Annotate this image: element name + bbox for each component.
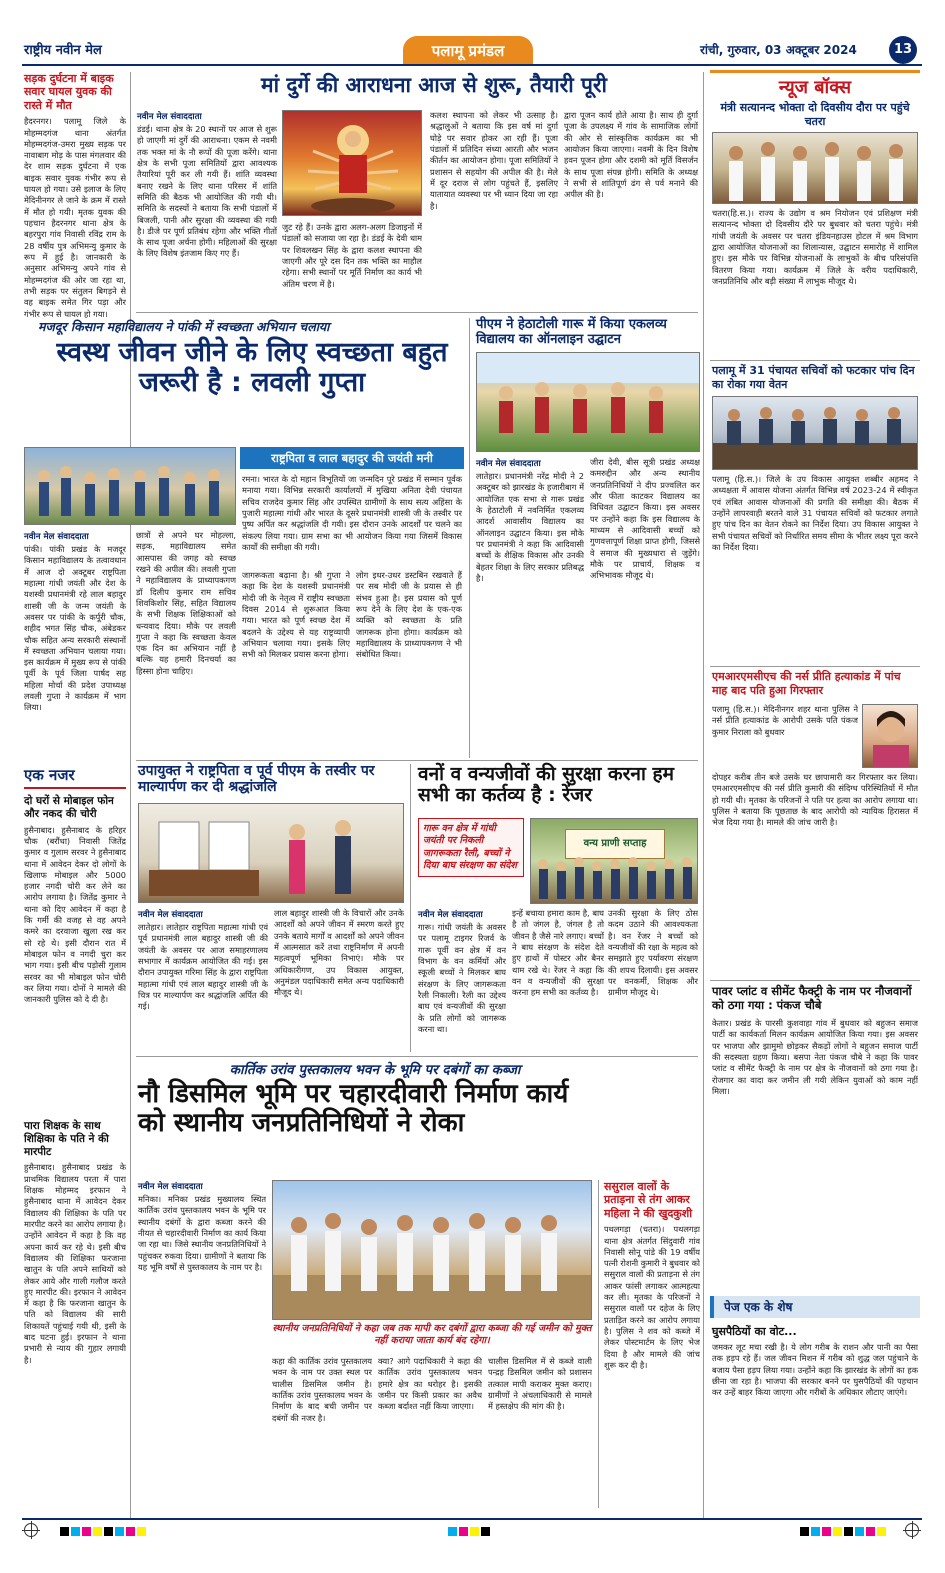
bhumi-col-4 — [488, 1356, 592, 1506]
lovely-text-1: पांकी। पांकी प्रखंड के मजदूर किसान महाविद्यालय के तत्वावधान में आज दो अक्टूबर राष्ट्रपिता महात्मा गांधी जयंती और देश के यशस्वी प्रधानमंत्री रहे लाल बहादुर शास्त्री जी के जन्म जयंती के अवसर पर पांकी के कर्पूरी चौक, शहीद भगत सिंह चौक, अंबेडकर चौक सहित अन्य सरकारी संस्थानों में स्वच्छता अभियान चलाया गया। इस कार्यक्रम में मुख्य रूप से पांकी पूर्वी के पूर्व जिला पार्षद सह महिला मोर्चा की प्रदेश उपाध्यक्ष लवली गुप्ता ने कार्यक्रम में भाग लिया। — [24, 544, 126, 713]
durga-headline: मां दुर्गे की आराधना आज से शुरू, तैयारी पूरी — [261, 73, 607, 97]
sasural-headline: ससुराल वालों के प्रताड़ना से तंग आकर महिला ने की खुदकुशी — [604, 1180, 693, 1220]
rally-photo — [530, 818, 698, 904]
bhumi-kicker: कार्तिक उरांव पुस्तकालय भवन के भूमि पर दबंगों का कब्जा — [229, 1062, 521, 1078]
boundary-wall-photo — [272, 1180, 592, 1320]
pm-school-col-2 — [590, 457, 700, 754]
rashtrapita-band: राष्ट्रपिता व लाल बहादुर की जयंती मनी — [240, 447, 464, 469]
minister-story — [712, 208, 918, 356]
page-number: 13 — [889, 36, 917, 64]
teacher-body: हुसैनाबाद। हुसैनाबाद प्रखंड के प्राथमिक विद्यालय परता में पारा शिक्षक मोहम्मद इरफान ने हुसैनाबाद थाना में आवेदन देकर विद्यालय की शिक्षिका के पति पर मारपीट करने का आरोप लगाया है। उन्होंने आवेदन में कहा है कि वह अपना कार्य कर रहे थे। इसी बीच विद्यालय की शिक्षिका फरजाना खातुन के पति अपने साथियों को लेकर आये और गाली गलौज करते हुए मारपीट की। इरफान ने आवेदन में कहा है कि फरजाना खातुन के पति को विद्यालय की सारी शिकायतें पहुंचाई गयी थी, इसी के बाद घटना हुई। इरफान ने थाना प्रभारी से न्याय की गुहार लगायी है। — [24, 1162, 126, 1365]
column-divider — [598, 1180, 599, 1508]
teacher-headline: पारा शिक्षक के साथ शिक्षिका के पति ने की मारपीट — [24, 1120, 109, 1158]
bhumi-col-2 — [272, 1356, 372, 1506]
byline: नवीन मेल संवाददाता — [476, 459, 541, 469]
minister-body: चतरा(हि.स.)। राज्य के उद्योग व श्रम नियोजन एवं प्रशिक्षण मंत्री सत्यानन्द भोक्ता दो दिवसीय दौरे पर बुधवार को चतरा पहुंचे। मंत्री गांधी जयंती के अवसर पर चतरा इंडियनहाउस होटल में श्रम विभाग द्वारा आयोजित योजनाओं का शिलान्यास, उद्घाटन समारोह में शामिल हुए। इस मौके पर विभिन्न योजनाओं के लाभुकों के बीच परिसंपत्ति वितरण किया गया। कार्यक्रम में जिले के वरीय पदाधिकारी, जनप्रतिनिधि और बड़ी संख्या में लाभुक मौजूद थे। — [712, 208, 918, 286]
ek-nazar-box — [24, 765, 126, 1097]
upayukt-col-2 — [274, 908, 404, 1051]
masthead-brand: राष्ट्रीय नवीन मेल — [24, 43, 102, 58]
ranger-text-3: उनकी सुरक्षा के लिए ठोस कदम उठाने की आवश्यकता है। वन रेंजर ने बच्चों को वन्यजीवों की रक्षा के महत्व को समझाते हुए पर्यावरण संरक्षण की शपथ दिलायी। इस अवसर पर वनकर्मी, शिक्षक और ग्रामीण मौजूद थे। — [608, 908, 698, 998]
cleanliness-drive-photo — [24, 447, 236, 525]
pm-school-col-1 — [476, 457, 584, 756]
bhumi-text-3: क्या? आगे पदाधिकारी ने कहा की कार्तिक उरांव पुस्तकालय भवन हमारे क्षेत्र का धरोहर है। इसकी जमीन पर किसी प्रकार का अवैध कब्जा बर्दाश्त नहीं किया जाएगा। — [378, 1356, 482, 1412]
durga-col-4 — [564, 110, 698, 306]
bhumi-text-2: कहा की कार्तिक उरांव पुस्तकालय भवन के नाम पर उक्त स्थल पर चालीस डिसमिल जमीन है। कार्तिक उरांव पुस्तकालय भवन के निर्माण के बाद बची जमीन पर दबंगों की नजर है। — [272, 1356, 372, 1423]
lovely-text-2: छात्रों से अपने घर मोहल्ला, सड़क, महाविद्यालय समेत आसपास की जगह को स्वच्छ रखने की अपील की। लवली गुप्ता ने महाविद्यालय के प्राध्यापकगण डॉ दिलीप कुमार राम सचिव शिवकिशोर सिंह, सहित विद्यालय के सभी शिक्षक शिक्षिकाओं को धन्यवाद दिया। मौके पर लवली गुप्ता ने कहा कि स्वच्छता केवल एक दिन का अभियान नहीं है बल्कि यह हमारी दिनचर्या का हिस्सा होना चाहिए। — [136, 530, 236, 676]
sasural-story — [604, 1180, 700, 1494]
print-color-bar — [448, 1527, 490, 1536]
masthead-rule — [22, 64, 922, 66]
durga-col-1 — [137, 110, 277, 320]
pm-school-headline: पीएम ने हेठाटोली गारू में किया एकलव्य विद्यालय का ऑनलाइन उद्घाटन — [476, 317, 667, 347]
durga-idol-photo — [282, 110, 422, 216]
shesh-band: पेज एक के शेष — [710, 1296, 920, 1318]
theft-body: हुसैनाबाद। हुसैनाबाद के हरिहर चौक (बरौंधा) निवासी जितेंद्र कुमार व गुलाम सरवर ने हुसैनाबाद थाना में आवेदन देकर दो लोगों के खिलाफ मोबाइल और 5000 हजार नगदी चोरी कर लेने का आरोप लगाया है। जितेंद्र कुमार ने थाना को दिए आवेदन में कहा है कि गर्मी की वजह से वह अपने कमरे का दरवाजा खुला रख कर सो रहे थे। इसी दौरान रात में मोबाइल फोन व नगदी चुरा कर भाग गया। इसी बीच पड़ोसी गुलाम सरवर का भी मोबाइल फोन चोरी कर लिया गया। दोनों ने मामले की जानकारी पुलिस को दे दी है। — [24, 824, 126, 1005]
bhumi-col-1 — [138, 1180, 266, 1514]
durga-col-3 — [430, 110, 558, 306]
dateline: रांची, गुरुवार, 03 अक्टूबर 2024 — [700, 43, 857, 57]
lovely-kicker: मजदूर किसान महाविद्यालय ने पांकी में स्वच्छता अभियान चलाया — [38, 319, 330, 334]
victim-photo — [862, 704, 918, 768]
ranger-col-1 — [418, 908, 506, 1052]
power-plant-story — [712, 1018, 918, 1282]
durga-col-2 — [282, 222, 422, 306]
durga-text-1: डंडई। थाना क्षेत्र के 20 स्थानों पर आज से शुरू हो जाएगी मां दुर्गे की आराधना। एकम से नवमी तक भक्त मां के नौ रूपों की पूजा करेंगे। थाना क्षेत्र के सभी पूजा समितियों द्वारा आवश्यक तैयारियां पूरी कर ली गयी हैं। शांति व्यवस्था बनाए रखने के लिए थाना परिसर में शांति समिति की बैठक भी आयोजित की गयी थी। समिति के सदस्यों ने बताया कि सभी पंडालों में बिजली, पानी और सुरक्षा की व्यवस्था की गयी है। डीजे पर पूर्ण प्रतिबंध रहेगा और भक्ति गीतों के साथ पूजा अर्चना होगी। महिलाओं की सुरक्षा के लिए विशेष इंतजाम किए गए हैं। — [137, 124, 277, 259]
upayukt-text-1: लातेहार। लातेहार राष्ट्रपिता महात्मा गांधी एवं पूर्व प्रधानमंत्री लाल बहादुर शास्त्री जी की जयंती के अवसर पर आज समाहरणालय सभागार में कार्यक्रम आयोजित की गई। इस दौरान उपायुक्त गरिमा सिंह के द्वारा राष्ट्रपिता महात्मा गांधी एवं लाल बहादुर शास्त्री जी के चित्र पर माल्यार्पण कर श्रद्धांजलि अर्पित की गई। — [138, 922, 268, 1012]
rally-banner: वन्य प्राणी सप्ताह — [565, 829, 665, 859]
accident-headline: सड़क दुर्घटना में बाइक सवार घायल युवक की रास्ते में मौत — [24, 72, 114, 112]
column-divider — [130, 72, 131, 1520]
shesh-story — [712, 1342, 918, 1512]
byline: नवीन मेल संवाददाता — [138, 1182, 203, 1192]
panchayat-headline: पलामू में 31 पंचायत सचिवों को फटकार पांच दिन का रोका गया वेतन — [712, 364, 915, 391]
section-divider — [710, 360, 920, 361]
footer-rule — [22, 1518, 922, 1520]
durga-text-4: द्वारा पूजन कार्य होते आया है। साथ ही दुर्गा पूजा के उपलक्ष्य में गांव के सामाजिक लोगों की ओर से सांस्कृतिक कार्यक्रम का भी आयोजन किया जाएगा। नवमी के दिन विशेष हवन पूजन होगा और दशमी को मूर्ति विसर्जन के साथ पूजा संपन्न होगी। समिति के अध्यक्ष ने सभी से शांतिपूर्ण ढंग से पर्व मनाने की अपील की है। — [564, 110, 698, 200]
teacher-story — [24, 1120, 126, 1527]
section-divider — [136, 760, 698, 761]
print-color-bar — [60, 1527, 146, 1536]
ranger-callout-text: गारू वन क्षेत्र में गांधी जयंती पर निकली जागरूकता रैली, बच्चों ने दिया बाघ संरक्षण का संदेश — [423, 823, 517, 872]
section-divider — [710, 666, 920, 667]
nurse-story-continued — [712, 772, 918, 952]
pm-school-text-1: लातेहार। प्रधानमंत्री नरेंद्र मोदी ने 2 अक्टूबर को झारखंड के हजारीबाग में आयोजित एक सभा से गारू प्रखंड के हेठाटोली में नवनिर्मित एकलव्य आदर्श आवासीय विद्यालय का ऑनलाइन उद्घाटन किया। इस मौके पर प्रधानमंत्री ने कहा कि आदिवासी बच्चों के शैक्षिक विकास और उनकी बेहतर शिक्षा के लिए सरकार प्रतिबद्ध है। — [476, 471, 584, 583]
minister-headline: मंत्री सत्यानन्द भोक्ता दो दिवसीय दौरा पर पहुंचे चतरा — [720, 101, 910, 128]
byline: नवीन मेल संवाददाता — [137, 112, 202, 122]
lovely-col-3 — [242, 570, 350, 756]
ranger-col-2 — [512, 908, 604, 1051]
byline: नवीन मेल संवाददाता — [418, 910, 483, 920]
column-divider — [703, 72, 704, 1520]
column-divider — [410, 764, 411, 1052]
news-box-label: न्यूज बॉक्स — [778, 77, 852, 98]
section-title: पलामू प्रमंडल — [403, 36, 533, 66]
ek-nazar-label: एक नजर — [24, 766, 75, 784]
upayukt-headline: उपायुक्त ने राष्ट्रपिता व पूर्व पीएम के तस्वीर पर माल्यार्पण कर दी श्रद्धांजलि — [138, 763, 375, 795]
meeting-photo — [712, 396, 918, 470]
ranger-text-1: गारू। गांधी जयंती के अवसर पर पलामू टाइगर रिजर्व के गारू पूर्वी वन क्षेत्र में वन विभाग के वन कर्मियों और स्कूली बच्चों ने मिलकर बाघ संरक्षण के लिए जागरूकता रैली निकाली। रैली का उद्देश्य बाघ एवं वन्यजीवों की सुरक्षा के प्रति लोगों को जागरूक करना था। — [418, 922, 506, 1034]
school-inauguration-photo — [476, 352, 700, 452]
bhumi-headline: नौ डिसमिल भूमि पर चहारदीवारी निर्माण कार्य को स्थानीय जनप्रतिनिधियों ने रोका — [138, 1079, 569, 1139]
nurse-story — [712, 704, 858, 770]
ranger-col-3 — [608, 908, 698, 1051]
durga-text-3: कलश स्थापना को लेकर भी उत्साह है। श्रद्धालुओं ने बताया कि इस वर्ष मां दुर्गा घोड़े पर सवार होकर आ रही हैं। पूजा पंडालों में प्रतिदिन संध्या आरती और भजन कीर्तन का आयोजन होगा। पूजा समितियों ने प्रशासन से सहयोग की अपील की है। मेले में दूर दराज से लोग पहुंचते हैं, इसलिए यातायात व्यवस्था पर भी ध्यान दिया जा रहा है। — [430, 110, 558, 211]
accident-body: हैदरनगर। पलामू जिले के मोहम्मदगंज थाना अंतर्गत मोहम्मदगंज-उमरा मुख्य सड़क पर नावाबाग मोड़ के पास मंगलवार की देर शाम सड़क दुर्घटना में एक बाइक सवार युवक गंभीर रूप से घायल हो गया। उसे इलाज के लिए मेदिनीनगर ले जाने के क्रम में रास्ते में मौत हो गयी। मृतक युवक की पहचान हैदरनगर थाना क्षेत्र के बहरपुरा गांव निवासी रविंद्र राम के 28 वर्षीय पुत्र अभिमन्यु कुमार के रूप में हुई है। जानकारी के अनुसार अभिमन्यु अपने गांव से मोहम्मदगंज की ओर जा रहा था, तभी सड़क पर संतुलन बिगड़ने से वह बाइक समेत गिर पड़ा और गंभीर रूप से घायल हो गया। — [24, 116, 126, 319]
section-divider — [136, 1056, 698, 1057]
registration-mark — [24, 1523, 38, 1537]
panchayat-story — [712, 474, 918, 662]
bhumi-col-3 — [378, 1356, 482, 1506]
shesh-headline: घुसपैठियों का वोट... — [712, 1325, 797, 1338]
lovely-col-2 — [136, 530, 236, 756]
news-box — [710, 70, 920, 129]
registration-mark — [905, 1523, 919, 1537]
minister-photo — [712, 132, 918, 204]
lovely-col-1 — [24, 530, 126, 766]
ranger-headline: वनों व वन्यजीवों की सुरक्षा करना हम सभी का कर्तव्य है : रेंजर — [418, 763, 674, 807]
nurse-body-lead: पलामू (हि.स.)। मेदिनीनगर शहर थाना पुलिस ने नर्स प्रीति हत्याकांड के आरोपी उसके पति पंकज कुमार निराला को बुधवार — [712, 704, 858, 737]
theft-headline: दो घरों से मोबाइल फोन और नकद की चोरी — [24, 795, 114, 820]
byline: नवीन मेल संवाददाता — [138, 910, 203, 920]
sasural-body: पथलगड़ा (चतरा)। पथलगड़ा थाना क्षेत्र अंतर्गत सिंदुवारी गांव निवासी सोनू पांडे की 19 वर्षीय पत्नी रोशनी कुमारी ने बुधवार को ससुराल वालों की प्रताड़ना से तंग आकर फांसी लगाकर आत्महत्या कर ली। मृतका के परिजनों ने ससुराल वालों पर दहेज के लिए प्रताड़ित करने का आरोप लगाया है। पुलिस ने शव को कब्जे में लेकर पोस्टमार्टम के लिए भेज दिया है और मामले की जांच शुरू कर दी है। — [604, 1224, 700, 1370]
bhumi-text-1: मनिका। मनिका प्रखंड मुख्यालय स्थित कार्तिक उरांव पुस्तकालय भवन के भूमि पर स्थानीय दबंगों के द्वारा कब्जा करने की नीयत से चहारदीवारी निर्माण का कार्य किया जा रहा था। जिसे स्थानीय जनप्रतिनिधियों ने पहुंचकर रुकवा दिया। ग्रामीणों ने बताया कि यह भूमि वर्षों से पुस्तकालय के नाम पर है। — [138, 1194, 266, 1272]
lovely-text-3: जागरूकता बढ़ाना है। श्री गुप्ता ने कहा कि देश के यशस्वी प्रधानमंत्री मोदी जी के नेतृत्व में राष्ट्रीय स्वच्छता दिवस 2014 से शुरूआत किया गया। भारत को पूर्ण स्वच्छ देश में बदलने के उद्देश्य से यह राष्ट्रव्यापी अभियान चलाया गया। इसके लिए सभी को मिलकर प्रयास करना होगा। — [242, 570, 350, 660]
nurse-body-cont: दोपहर करीब तीन बजे उसके घर छापामारी कर गिरफ्तार कर लिया। एमआरएमसीएच की नर्स प्रीति कुमारी की संदिग्ध परिस्थितियों में मौत हो गयी थी। मृतका के परिजनों ने पति पर हत्या का आरोप लगाया था। पुलिस ने बताया कि पूछताछ के बाद आरोपी को न्यायिक हिरासत में भेज दिया गया है। मामले की जांच जारी है। — [712, 772, 918, 828]
nurse-headline: एमआरएमसीएच की नर्स प्रीति हत्याकांड में पांच माह बाद पति हुआ गिरफ्तार — [712, 670, 901, 697]
rashtrapita-story — [242, 474, 462, 564]
panchayat-body: पलामू (हि.स.)। जिले के उप विकास आयुक्त शब्बीर अहमद ने अध्यक्षता में आवास योजना अंतर्गत विभिन्न वर्ष 2023-24 में स्वीकृत एवं लंबित आवास योजनाओं की प्रगति की समीक्षा की। बैठक में उन्होंने लापरवाही बरतने वाले 31 पंचायत सचिवों को फटकार लगाते हुए पांच दिन का वेतन रोकने का निर्देश दिया। उप विकास आयुक्त ने सभी पंचायत सचिवों को निर्धारित समय सीमा के भीतर लक्ष्य पूरा करने का निर्देश दिया। — [712, 474, 918, 552]
durga-text-2: जुट रहे हैं। उनके द्वारा अलग-अलग डिजाइनों में पंडालों को सजाया जा रहा है। डंडई के देवी धाम पर शिवलखन सिंह के द्वारा कलश स्थापना की जाएगी और पूरे दस दिन तक भक्ति का माहौल रहेगा। सभी स्थानों पर मूर्ति निर्माण का कार्य भी अंतिम चरण में है। — [282, 222, 422, 289]
section-divider — [710, 980, 920, 981]
byline: नवीन मेल संवाददाता — [24, 532, 89, 542]
shesh-body: जमकर लूट मचा रखी है। ये लोग गरीब के राशन और पानी का पैसा तक हड़प रहे हैं। जल जीवन मिशन में गरीब को शुद्ध जल पहुंचाने के बजाय पैसा हड़प लिया गया। उन्होंने कहा कि झारखंड के लोगों का हक छीना जा रहा है। भाजपा की सरकार बनने पर घुसपैठियों की पहचान कर उन्हें बाहर किया जाएगा और गरीबों के अधिकार लौटाए जाएंगे। — [712, 1342, 918, 1398]
ranger-callout — [418, 818, 524, 877]
tribute-photo — [138, 803, 404, 903]
upayukt-col-1 — [138, 908, 268, 1052]
lovely-text-4: लोग इधर-उधर डस्टबिन रखवाते हैं पर सब मोदी जी के प्रयास से ही संभव हुआ है। इस प्रयास को पूर्ण रूप देने के लिए देश के एक-एक व्यक्ति को स्वच्छता के प्रति जागरूक होना होगा। कार्यक्रम को महाविद्यालय के प्राध्यापकगण ने भी संबोधित किया। — [356, 570, 462, 660]
print-color-bar — [800, 1527, 886, 1536]
rashtrapita-text: रमना। भारत के दो महान विभूतियों जा जन्मदिन पूरे प्रखंड में सम्मान पूर्वक मनाया गया। विभिन्न सरकारी कार्यालयों में मुखिया अनिता देवी पंचायत सचिव राजदेव कुमार सिंह और उपस्थित ग्रामीणों के साथ सत्य अहिंसा के पुजारी महात्मा गांधी और भारत के दूसरे प्रधानमंत्री शास्त्री जी के तस्वीर पर पुष्प अर्पित कर श्रद्धांजलि दी गयी। इस दौरान उनके आदर्शों पर चलने का संकल्प लिया गया। ग्राम सभा का भी आयोजन किया गया जिसमें विकास कार्यों की समीक्षा की गयी। — [242, 474, 462, 552]
power-plant-body: केतार। प्रखंड के पारसी कुशवाहा गांव में बुधवार को बहुजन समाज पार्टी का कार्यकर्ता मिलन कार्यक्रम आयोजित किया गया। इस अवसर पर भाजपा और झामुमो छोड़कर सैकड़ों लोगों ने बहुजन समाज पार्टी की सदस्यता ग्रहण किया। बसपा नेता पंकज चौबे ने कहा कि पावर प्लांट व सीमेंट फैक्ट्री के नाम पर क्षेत्र के नौजवानों को ठगा गया है। रोजगार का वादा कर जमीन ली गयी लेकिन युवाओं को काम नहीं मिला। — [712, 1018, 918, 1096]
pm-school-text-2: जीरा देवी, बीस सूत्री प्रखंड अध्यक्ष कमरुद्दीन और अन्य स्थानीय जनप्रतिनिधियों ने दीप प्रज्वलित कर और फीता काटकर विद्यालय का विधिवत उद्घाटन किया। इस अवसर पर उन्होंने कहा कि इस विद्यालय के माध्यम से आदिवासी बच्चों को गुणवत्तापूर्ण शिक्षा प्राप्त होगी, जिससे वे समाज की मुख्यधारा से जुड़ेंगे। मौके पर प्राचार्य, शिक्षक व अभिभावक मौजूद थे। — [590, 457, 700, 581]
upayukt-text-2: लाल बहादुर शास्त्री जी के विचारों और उनके आदर्शों को अपने जीवन में स्मरण करते हुए उनके बताये मार्गों व आदर्शों को अपने जीवन में आत्मसात करें तथा राष्ट्रनिर्माण में अपनी महत्वपूर्ण भूमिका निभाएं। मौके पर अधिकारीगण, उप विकास आयुक्त, अनुमंडल पदाधिकारी समेत अन्य पदाधिकारी मौजूद थे। — [274, 908, 404, 998]
bhumi-photo-caption: स्थानीय जनप्रतिनिधियों ने कहा जब तक मापी कर दबंगों द्वारा कब्जा की गई जमीन को मुक्त नहीं कराया जाता कार्य बंद रहेगा। — [272, 1323, 592, 1347]
power-plant-headline: पावर प्लांट व सीमेंट फैक्ट्री के नाम पर नौजवानों को ठगा गया : पंकज चौबे — [712, 984, 912, 1013]
ranger-text-2: इन्हें बचाया हमारा काम है, बाघ है तो जंगल है, जंगल है तो जीवन है जैसे नारे लगाए। बच्चों ने बाघ संरक्षण के संदेश देते हुए हाथों में पोस्टर और बैनर थाम रखे थे। रेंजर ने कहा कि वन व वन्यजीवों की सुरक्षा करना हम सभी का कर्तव्य है। — [512, 908, 604, 998]
bhumi-text-4: चालीस डिसमिल में से कब्जे वाली पन्द्रह डिसमिल जमीन को प्रशासन तत्काल मापी कराकर मुक्त कराए। ग्रामीणों ने अंचलाधिकारी से मामले में हस्तक्षेप की मांग की है। — [488, 1356, 592, 1412]
lovely-headline: स्वस्थ जीवन जीने के लिए स्वच्छता बहुत जरूरी है : लवली गुप्ता — [56, 337, 448, 399]
column-divider — [469, 318, 470, 758]
lovely-col-4 — [356, 570, 462, 756]
section-divider — [136, 312, 698, 313]
